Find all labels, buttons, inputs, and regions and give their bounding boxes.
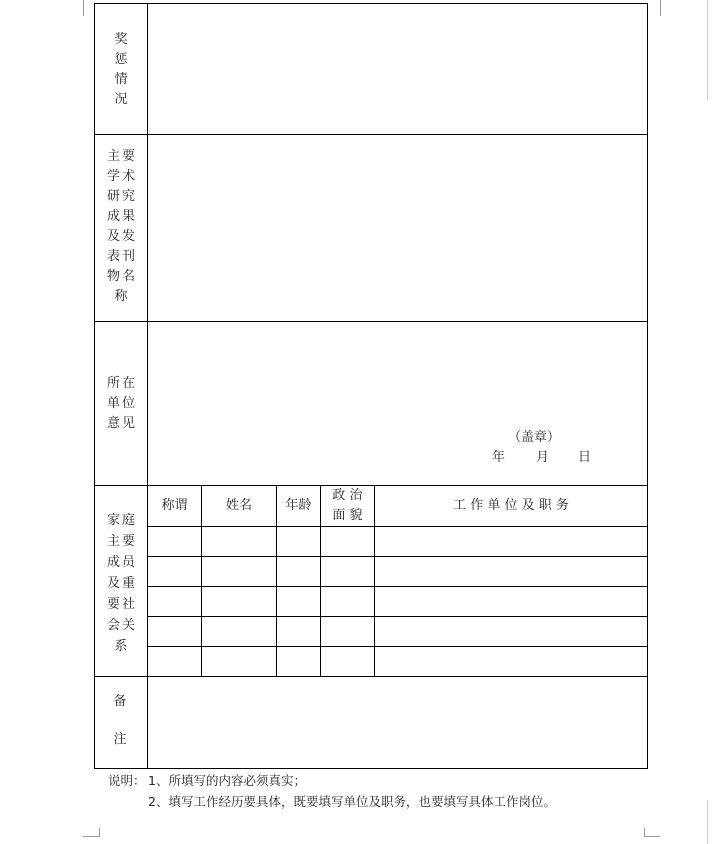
- research-content-field[interactable]: [148, 135, 647, 321]
- research-label-char-1: 主: [107, 149, 121, 164]
- family-label-char-4: 要: [121, 534, 135, 549]
- research-label-char-9: 及: [107, 229, 121, 244]
- family-row-4-name-cell[interactable]: [202, 617, 276, 646]
- family-row-2-title-cell[interactable]: [148, 557, 201, 586]
- research-label-char-4: 术: [121, 169, 135, 184]
- awards-label-char-4: 况: [114, 92, 128, 107]
- crop-mark-bottom-left-v: [99, 828, 100, 837]
- unit-opinion-label-char-1: 所: [107, 376, 121, 391]
- family-row-1-political-cell[interactable]: [321, 527, 374, 556]
- research-label-char-6: 究: [121, 189, 135, 204]
- header-political-line2: 面 貌: [332, 508, 363, 523]
- research-label-char-5: 研: [107, 189, 121, 204]
- family-row-1-title-cell[interactable]: [148, 527, 201, 556]
- family-label-char-10: 社: [121, 597, 135, 612]
- unit-opinion-label-char-4: 位: [121, 396, 135, 411]
- family-row-3-age-cell[interactable]: [277, 587, 320, 616]
- crop-mark-bottom-right-v: [644, 828, 645, 837]
- header-name: 姓名: [225, 498, 252, 513]
- header-title: 称谓: [161, 498, 188, 513]
- note-line-1: 1、所填写的内容必须真实；: [148, 773, 306, 788]
- date-year-label: 年: [492, 450, 506, 465]
- family-label-char-7: 及: [107, 576, 121, 591]
- family-row-1-work-cell[interactable]: [375, 527, 647, 556]
- family-label-char-11: 会: [107, 618, 121, 633]
- family-row-3-title-cell[interactable]: [148, 587, 201, 616]
- unit-opinion-label-char-6: 见: [121, 416, 135, 431]
- research-label-char-14: 名: [121, 269, 135, 284]
- divider-opinion-family: [94, 485, 648, 486]
- family-row-2-political-cell[interactable]: [321, 557, 374, 586]
- unit-opinion-content-field[interactable]: [148, 322, 647, 422]
- family-row-2-work-cell[interactable]: [375, 557, 647, 586]
- family-row-4-age-cell[interactable]: [277, 617, 320, 646]
- family-label-char-6: 员: [121, 555, 135, 570]
- unit-opinion-label-char-2: 在: [121, 376, 135, 391]
- research-label-char-11: 表: [107, 249, 121, 264]
- research-label-char-15: 称: [114, 289, 128, 304]
- awards-label-char-1: 奖: [114, 32, 128, 47]
- remarks-label-char-1: 备: [113, 694, 127, 709]
- research-label-char-3: 学: [107, 169, 121, 184]
- awards-content-field[interactable]: [148, 4, 647, 134]
- family-row-4-work-cell[interactable]: [375, 617, 647, 646]
- family-row-3-name-cell[interactable]: [202, 587, 276, 616]
- unit-opinion-label: [107, 374, 135, 434]
- family-row-5-political-cell[interactable]: [321, 647, 374, 676]
- date-day-label: 日: [578, 450, 592, 465]
- research-label-char-7: 成: [107, 209, 121, 224]
- research-label-char-13: 物: [107, 269, 121, 284]
- date-month-label: 月: [536, 450, 550, 465]
- family-row-5-name-cell[interactable]: [202, 647, 276, 676]
- family-row-5-age-cell[interactable]: [277, 647, 320, 676]
- research-label-char-10: 发: [121, 229, 135, 244]
- family-label-char-5: 成: [107, 555, 121, 570]
- remarks-label-char-2: 注: [113, 732, 127, 747]
- unit-opinion-label-char-5: 意: [107, 416, 121, 431]
- crop-mark-top-left: [83, 0, 84, 16]
- family-label-char-2: 庭: [121, 513, 135, 528]
- awards-label-char-3: 情: [114, 72, 128, 87]
- family-label-char-13: 系: [114, 639, 128, 654]
- family-row-1-age-cell[interactable]: [277, 527, 320, 556]
- awards-label-char-2: 惩: [114, 52, 128, 67]
- family-row-4-title-cell[interactable]: [148, 617, 201, 646]
- family-row-5-work-cell[interactable]: [375, 647, 647, 676]
- header-political-line1: 政 治: [332, 488, 363, 503]
- page-edge-bottom: [707, 800, 708, 844]
- family-label-char-3: 主: [107, 534, 121, 549]
- research-label: [107, 147, 135, 307]
- family-row-5-title-cell[interactable]: [148, 647, 201, 676]
- family-label-char-1: 家: [107, 513, 121, 528]
- awards-label: [114, 30, 128, 110]
- family-row-3-political-cell[interactable]: [321, 587, 374, 616]
- unit-opinion-label-char-3: 单: [107, 396, 121, 411]
- family-label-char-8: 重: [121, 576, 135, 591]
- note-line-2: 2、填写工作经历要具体，既要填写单位及职务，也要填写具体工作岗位。: [148, 794, 556, 809]
- seal-placeholder: （盖章）: [508, 430, 561, 445]
- family-row-3-work-cell[interactable]: [375, 587, 647, 616]
- crop-mark-bottom-right-h: [644, 836, 660, 837]
- family-row-4-political-cell[interactable]: [321, 617, 374, 646]
- family-row-1-name-cell[interactable]: [202, 527, 276, 556]
- page-edge: [707, 0, 708, 100]
- notes-prefix: 说明：: [108, 773, 146, 788]
- header-work: 工 作 单 位 及 职 务: [453, 498, 569, 513]
- family-label-char-9: 要: [107, 597, 121, 612]
- family-label-char-12: 关: [121, 618, 135, 633]
- family-row-2-age-cell[interactable]: [277, 557, 320, 586]
- header-age: 年龄: [285, 498, 312, 513]
- crop-mark-bottom-left-h: [83, 836, 99, 837]
- family-label: [107, 510, 135, 657]
- research-label-char-2: 要: [121, 149, 135, 164]
- research-label-char-12: 刊: [121, 249, 135, 264]
- remarks-label: [112, 692, 128, 750]
- research-label-char-8: 果: [121, 209, 135, 224]
- family-row-2-name-cell[interactable]: [202, 557, 276, 586]
- remarks-content-field[interactable]: [148, 677, 647, 768]
- crop-mark-top-right: [660, 0, 661, 16]
